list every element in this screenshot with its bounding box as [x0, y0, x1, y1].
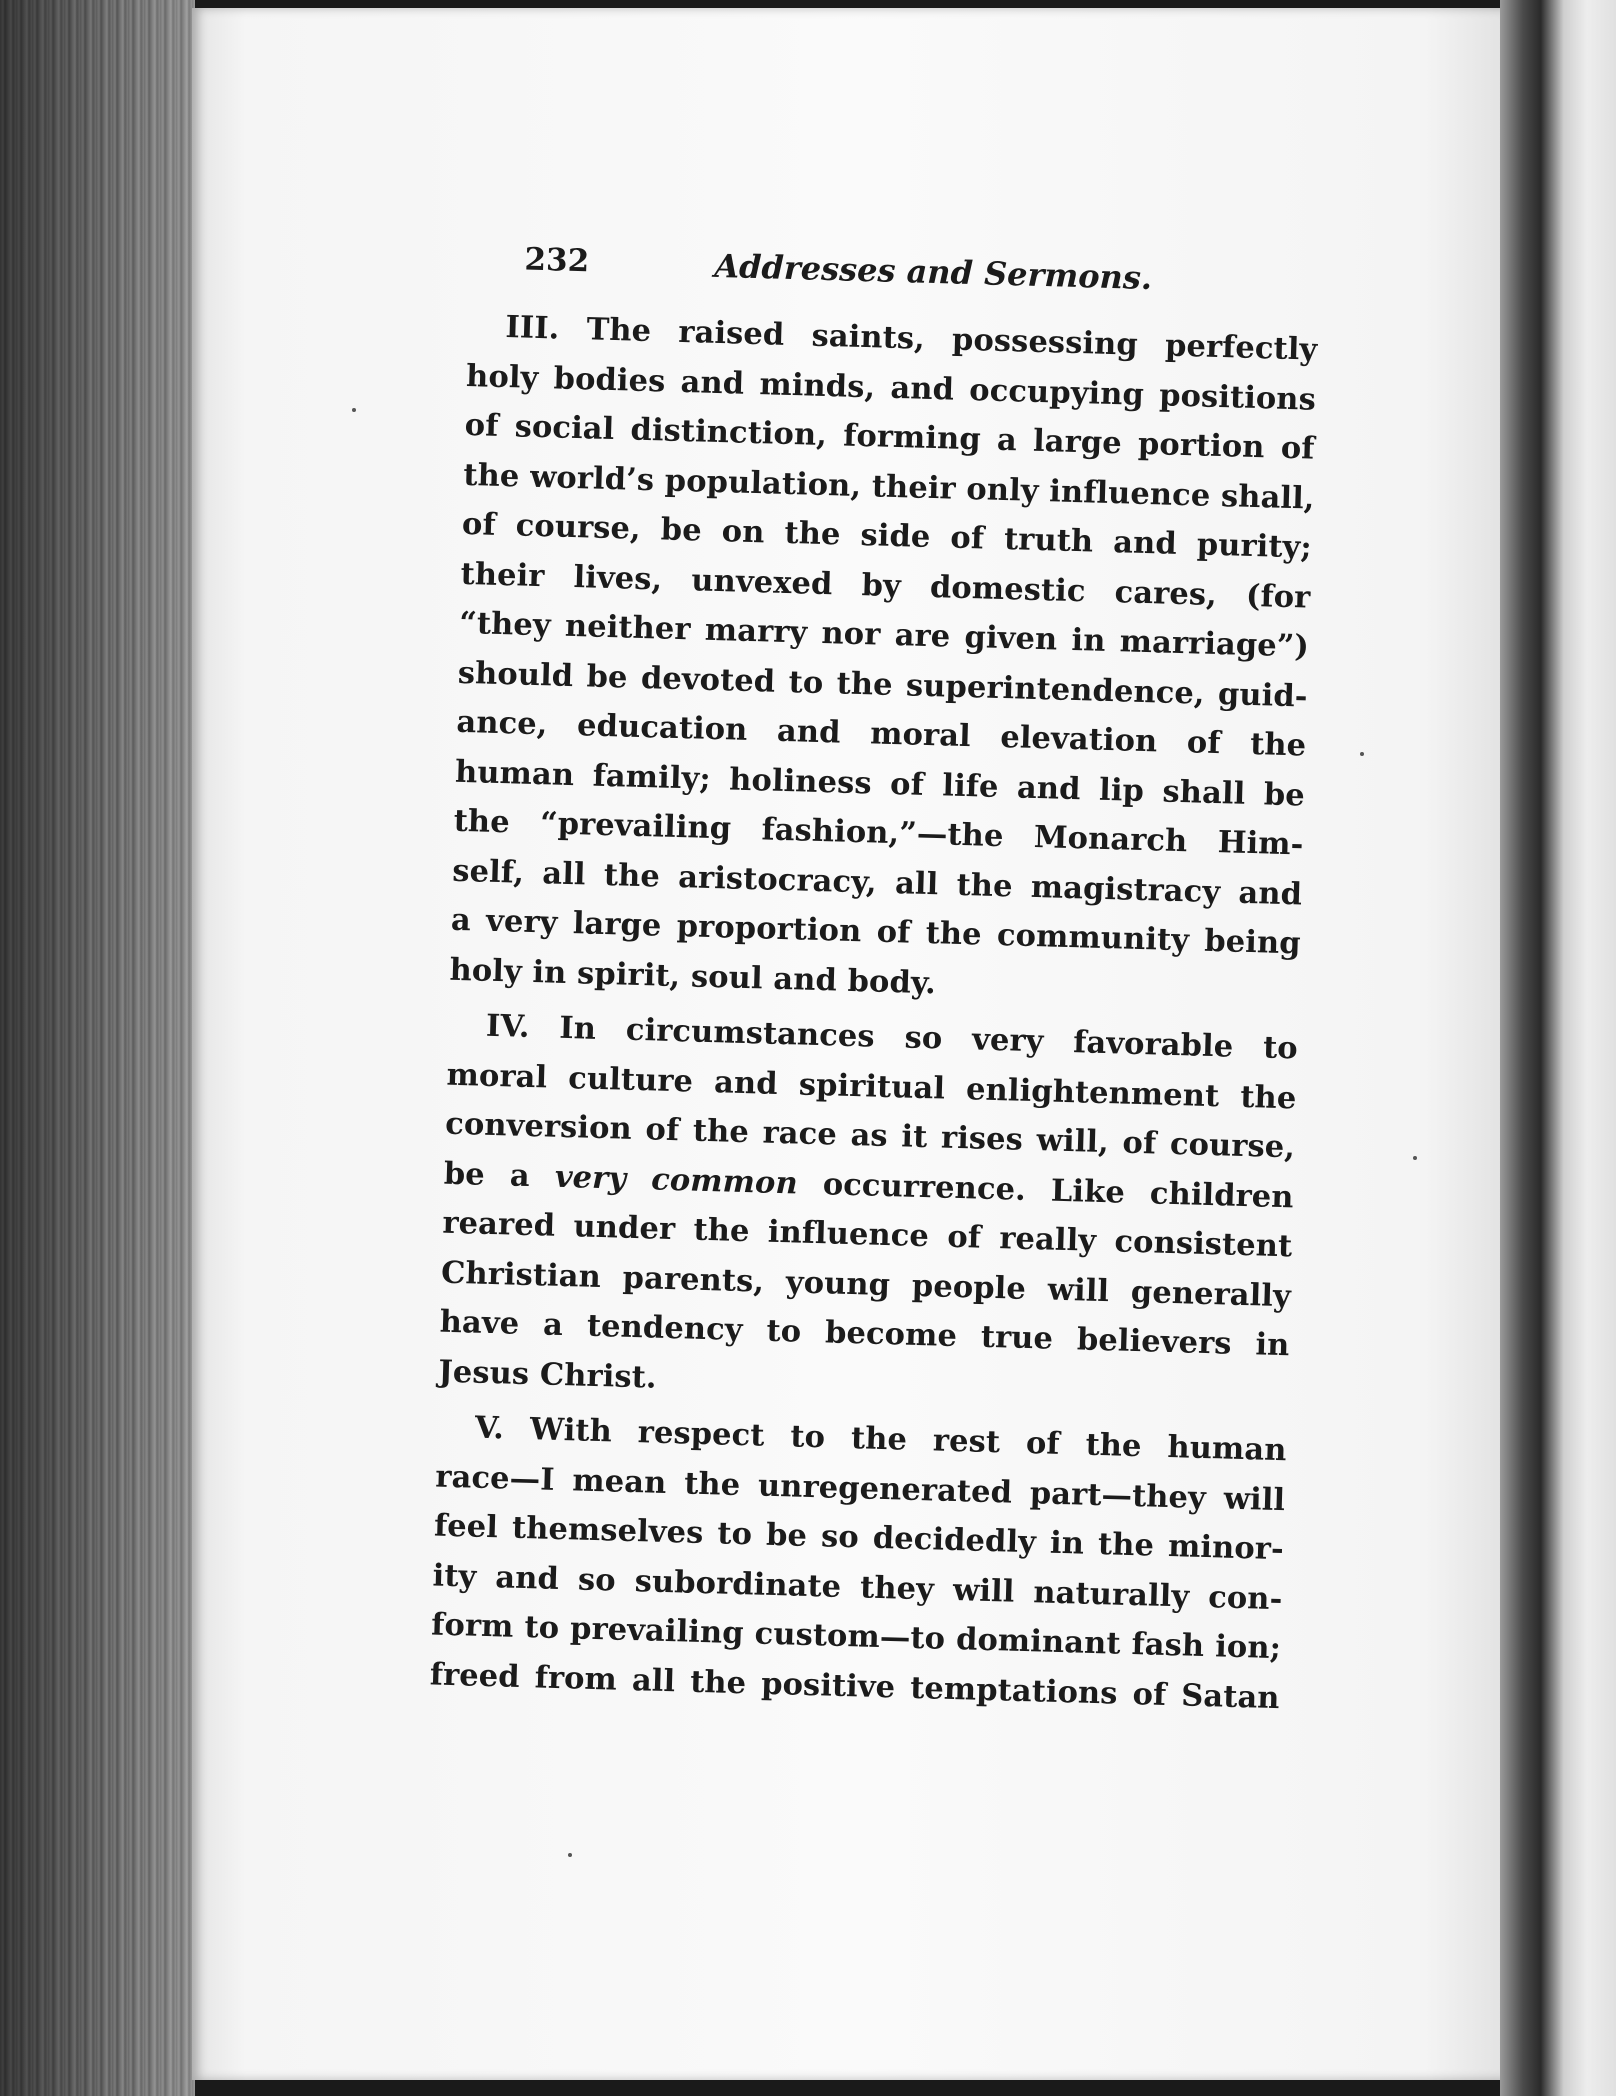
- text-line: the “prevailing fashion,”—the Monarch Him-: [453, 802, 1304, 863]
- text-line: moral culture and spiritual enlightenment the: [446, 1056, 1297, 1116]
- paper-speck: [1360, 752, 1364, 756]
- text-line: should be devoted to the superintendence, guid-: [457, 654, 1309, 715]
- text-line: ity and so subordinate they will naturally con-: [432, 1556, 1283, 1617]
- text-line: the world’s population, their only influence shall,: [462, 456, 1316, 517]
- text-line: a very large proportion of the community being: [450, 901, 1302, 962]
- text-line: conversion of the race as it rises will, of course,: [444, 1105, 1296, 1166]
- text-line: of course, be on the side of truth and purity;: [461, 505, 1313, 566]
- text-line: human family; holiness of life and lip shall be: [454, 753, 1306, 814]
- text-line: race—I mean the unregenerated part—they will: [434, 1458, 1286, 1518]
- paragraph-v: [429, 1403, 1287, 1724]
- page-edges-shadow: [0, 0, 195, 2096]
- text-span: occurrence. Like children: [797, 1165, 1295, 1215]
- text-line: form to prevailing custom—to dominant fash ion;: [430, 1606, 1282, 1667]
- page-number: 232: [523, 241, 590, 280]
- text-line: Jesus Christ.: [437, 1353, 658, 1396]
- text-line: IV. In circumstances so very favorable to: [485, 1007, 1299, 1067]
- text-line: holy bodies and minds, and occupying positions: [465, 357, 1317, 418]
- text-line: ance, education and moral elevation of the: [456, 703, 1307, 764]
- text-line: freed from all the positive temptations of Satan: [429, 1655, 1281, 1716]
- running-title: Addresses and Sermons.: [713, 246, 1153, 298]
- text-line: feel themselves to be so decidedly in the minor-: [433, 1507, 1285, 1568]
- text-line: Christian parents, young people will generally: [440, 1254, 1292, 1314]
- paper-speck: [568, 1853, 572, 1857]
- text-line: have a tendency to become true believers in: [439, 1303, 1290, 1364]
- text-line: self, all the aristocracy, all the magistracy and: [451, 852, 1303, 912]
- book-gutter: [1500, 0, 1616, 2096]
- text-line: holy in spirit, soul and body.: [449, 951, 937, 1001]
- emphasized-text: very common: [554, 1158, 799, 1202]
- text-line: V. With respect to the rest of the human: [474, 1409, 1288, 1469]
- paragraph-iv: [438, 1001, 1299, 1421]
- paper-speck: [1413, 1156, 1417, 1160]
- paper-speck: [352, 408, 356, 412]
- text-line: of social distinction, forming a large portion of: [464, 406, 1316, 467]
- text-line: their lives, unvexed by domestic cares, (for: [460, 555, 1311, 616]
- text-line: reared under the influence of really consistent: [442, 1204, 1293, 1265]
- text-span: be a: [443, 1155, 556, 1195]
- paragraph-iii: [449, 302, 1318, 1018]
- text-line: “they neither marry nor are given in marriage”): [458, 604, 1310, 665]
- page-text: [429, 240, 1320, 1729]
- text-line: III. The raised saints, possessing perfectly: [505, 309, 1318, 368]
